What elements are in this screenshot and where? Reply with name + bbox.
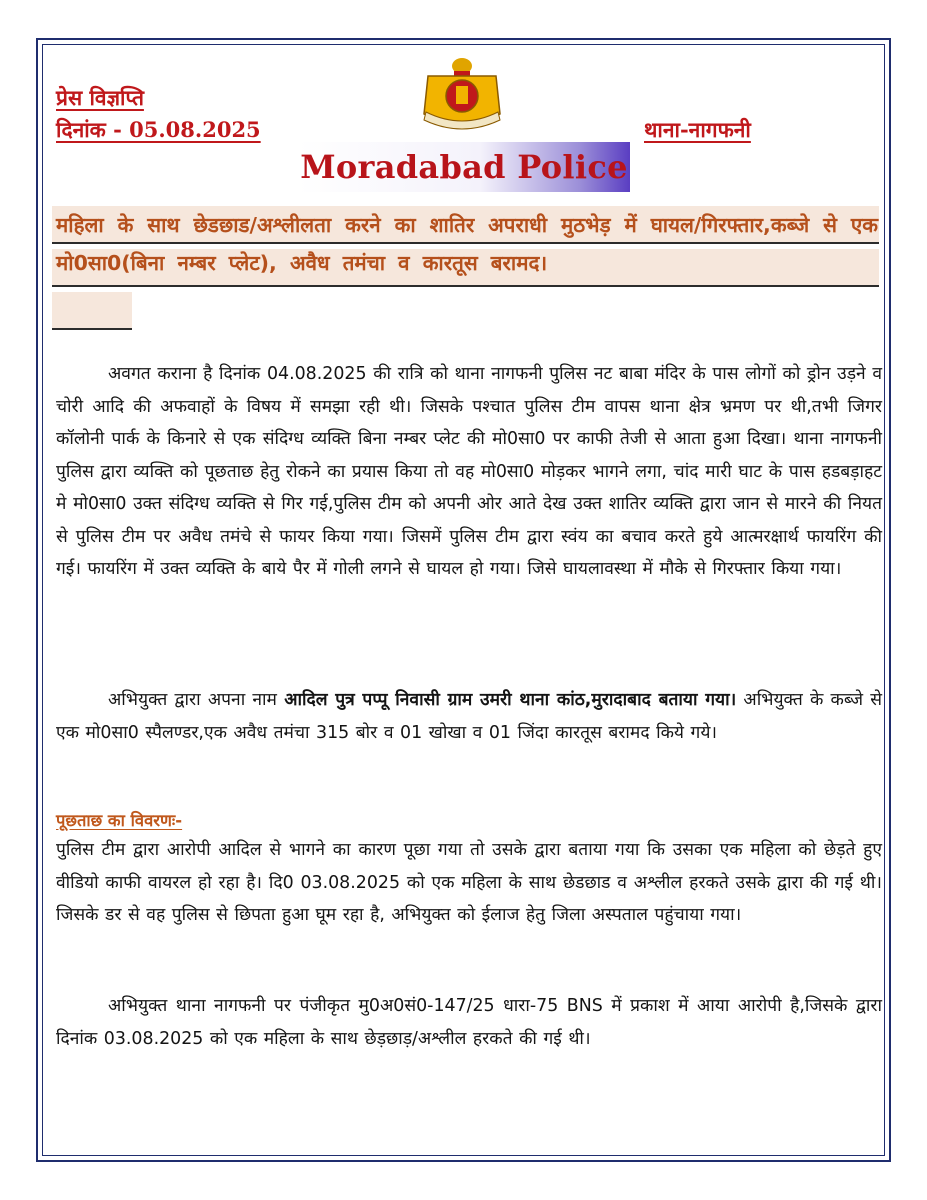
- interrogation-heading: पूछताछ का विवरणः-: [56, 811, 183, 830]
- up-police-emblem-icon: [410, 54, 514, 134]
- release-date: दिनांक - 05.08.2025: [56, 117, 261, 142]
- paragraph-interrogation-text: पुलिस टीम द्वारा आरोपी आदिल से भागने का कारण पूछा गया तो उसके द्वारा बताया गया कि उसका एक महिला को छेड़ते हुए वीडियो काफी वायरल हो रहा है। दि0 03.08.2025 को एक महिला के साथ छेडछाड व अश्लील हरकते उसके द्वारा की गई थी। जिसके डर से वह पुलिस से छिपता हुआ घूम रहा है, अभियुक्त को ईलाज हेतु जिला अस्पताल पहुंचाया गया।: [56, 840, 882, 925]
- police-station: थाना-नागफनी: [644, 117, 751, 142]
- recovery-details: अभियुक्त के कब्जे से एक मो0सा0 स्पैलण्डर,एक अवैध तमंचा 315 बोर व 01 खोखा व 01 जिंदा कारतूस बरामद किये गये।: [56, 690, 882, 743]
- press-release-label: प्रेस विज्ञप्ति: [56, 85, 144, 110]
- moradabad-police-banner: [298, 142, 630, 192]
- accused-lead: अभियुक्त द्वारा अपना नाम: [108, 690, 277, 710]
- banner-title: Moradabad Police: [300, 148, 628, 186]
- paragraph-interrogation: [56, 834, 882, 932]
- paragraph-accused: [56, 684, 882, 749]
- headline-highlight-3: [52, 292, 132, 330]
- accused-identity: आदिल पुत्र पप्पू निवासी ग्राम उमरी थाना कांठ,मुरादाबाद बताया गया।: [284, 690, 737, 710]
- headline: महिला के साथ छेडछाड/अश्लीलता करने का शातिर अपराधी मुठभेड़ में घायल/गिरफ्तार,कब्जे से एक मो0सा0(बिना नम्बर प्लेट), अवैध तमंचा व कारतूस बरामद।: [56, 213, 878, 275]
- paragraph-case-text: अभियुक्त थाना नागफनी पर पंजीकृत मु0अ0सं0-147/25 धारा-75 BNS में प्रकाश में आया आरोपी है,जिसके द्वारा दिनांक 03.08.2025 को एक महिला के साथ छेड़छाड़/अश्लील हरकते की गई थी।: [56, 996, 882, 1049]
- paragraph-incident-text: अवगत कराना है दिनांक 04.08.2025 की रात्रि को थाना नागफनी पुलिस नट बाबा मंदिर के पास लोगों को ड्रोन उड़ने व चोरी आदि की अफवाहों के विषय में समझा रही थी। जिसके पश्चात पुलिस टीम वापस थाना क्षेत्र भ्रमण पर थी,तभी जिगर कॉलोनी पार्क के किनारे से एक संदिग्ध व्यक्ति बिना नम्बर प्लेट की मो0सा0 पर काफी तेजी से आता हुआ दिखा। थाना नागफनी पुलिस द्वारा व्यक्ति को पूछताछ हेतु रोकने का प्रयास किया तो वह मो0सा0 मोड़कर भागने लगा, चांद मारी घाट के पास हडबड़ाहट मे मो0सा0 उक्त संदिग्ध व्यक्ति से गिर गई,पुलिस टीम को अपनी ओर आते देख उक्त शातिर व्यक्ति द्वारा जान से मारने की नियत से पुलिस टीम पर अवैध तमंचे से फायर किया गया। जिसमें पुलिस टीम द्वारा स्वंय का बचाव करते हुये आत्मरक्षार्थ फायरिंग की गई। फायरिंग में उक्त व्यक्ति के बाये पैर में गोली लगने से घायल हो गया। जिसे घायलावस्था में मौके से गिरफ्तार किया गया।: [56, 364, 882, 579]
- paragraph-incident: [56, 358, 882, 586]
- paragraph-case: [56, 990, 882, 1055]
